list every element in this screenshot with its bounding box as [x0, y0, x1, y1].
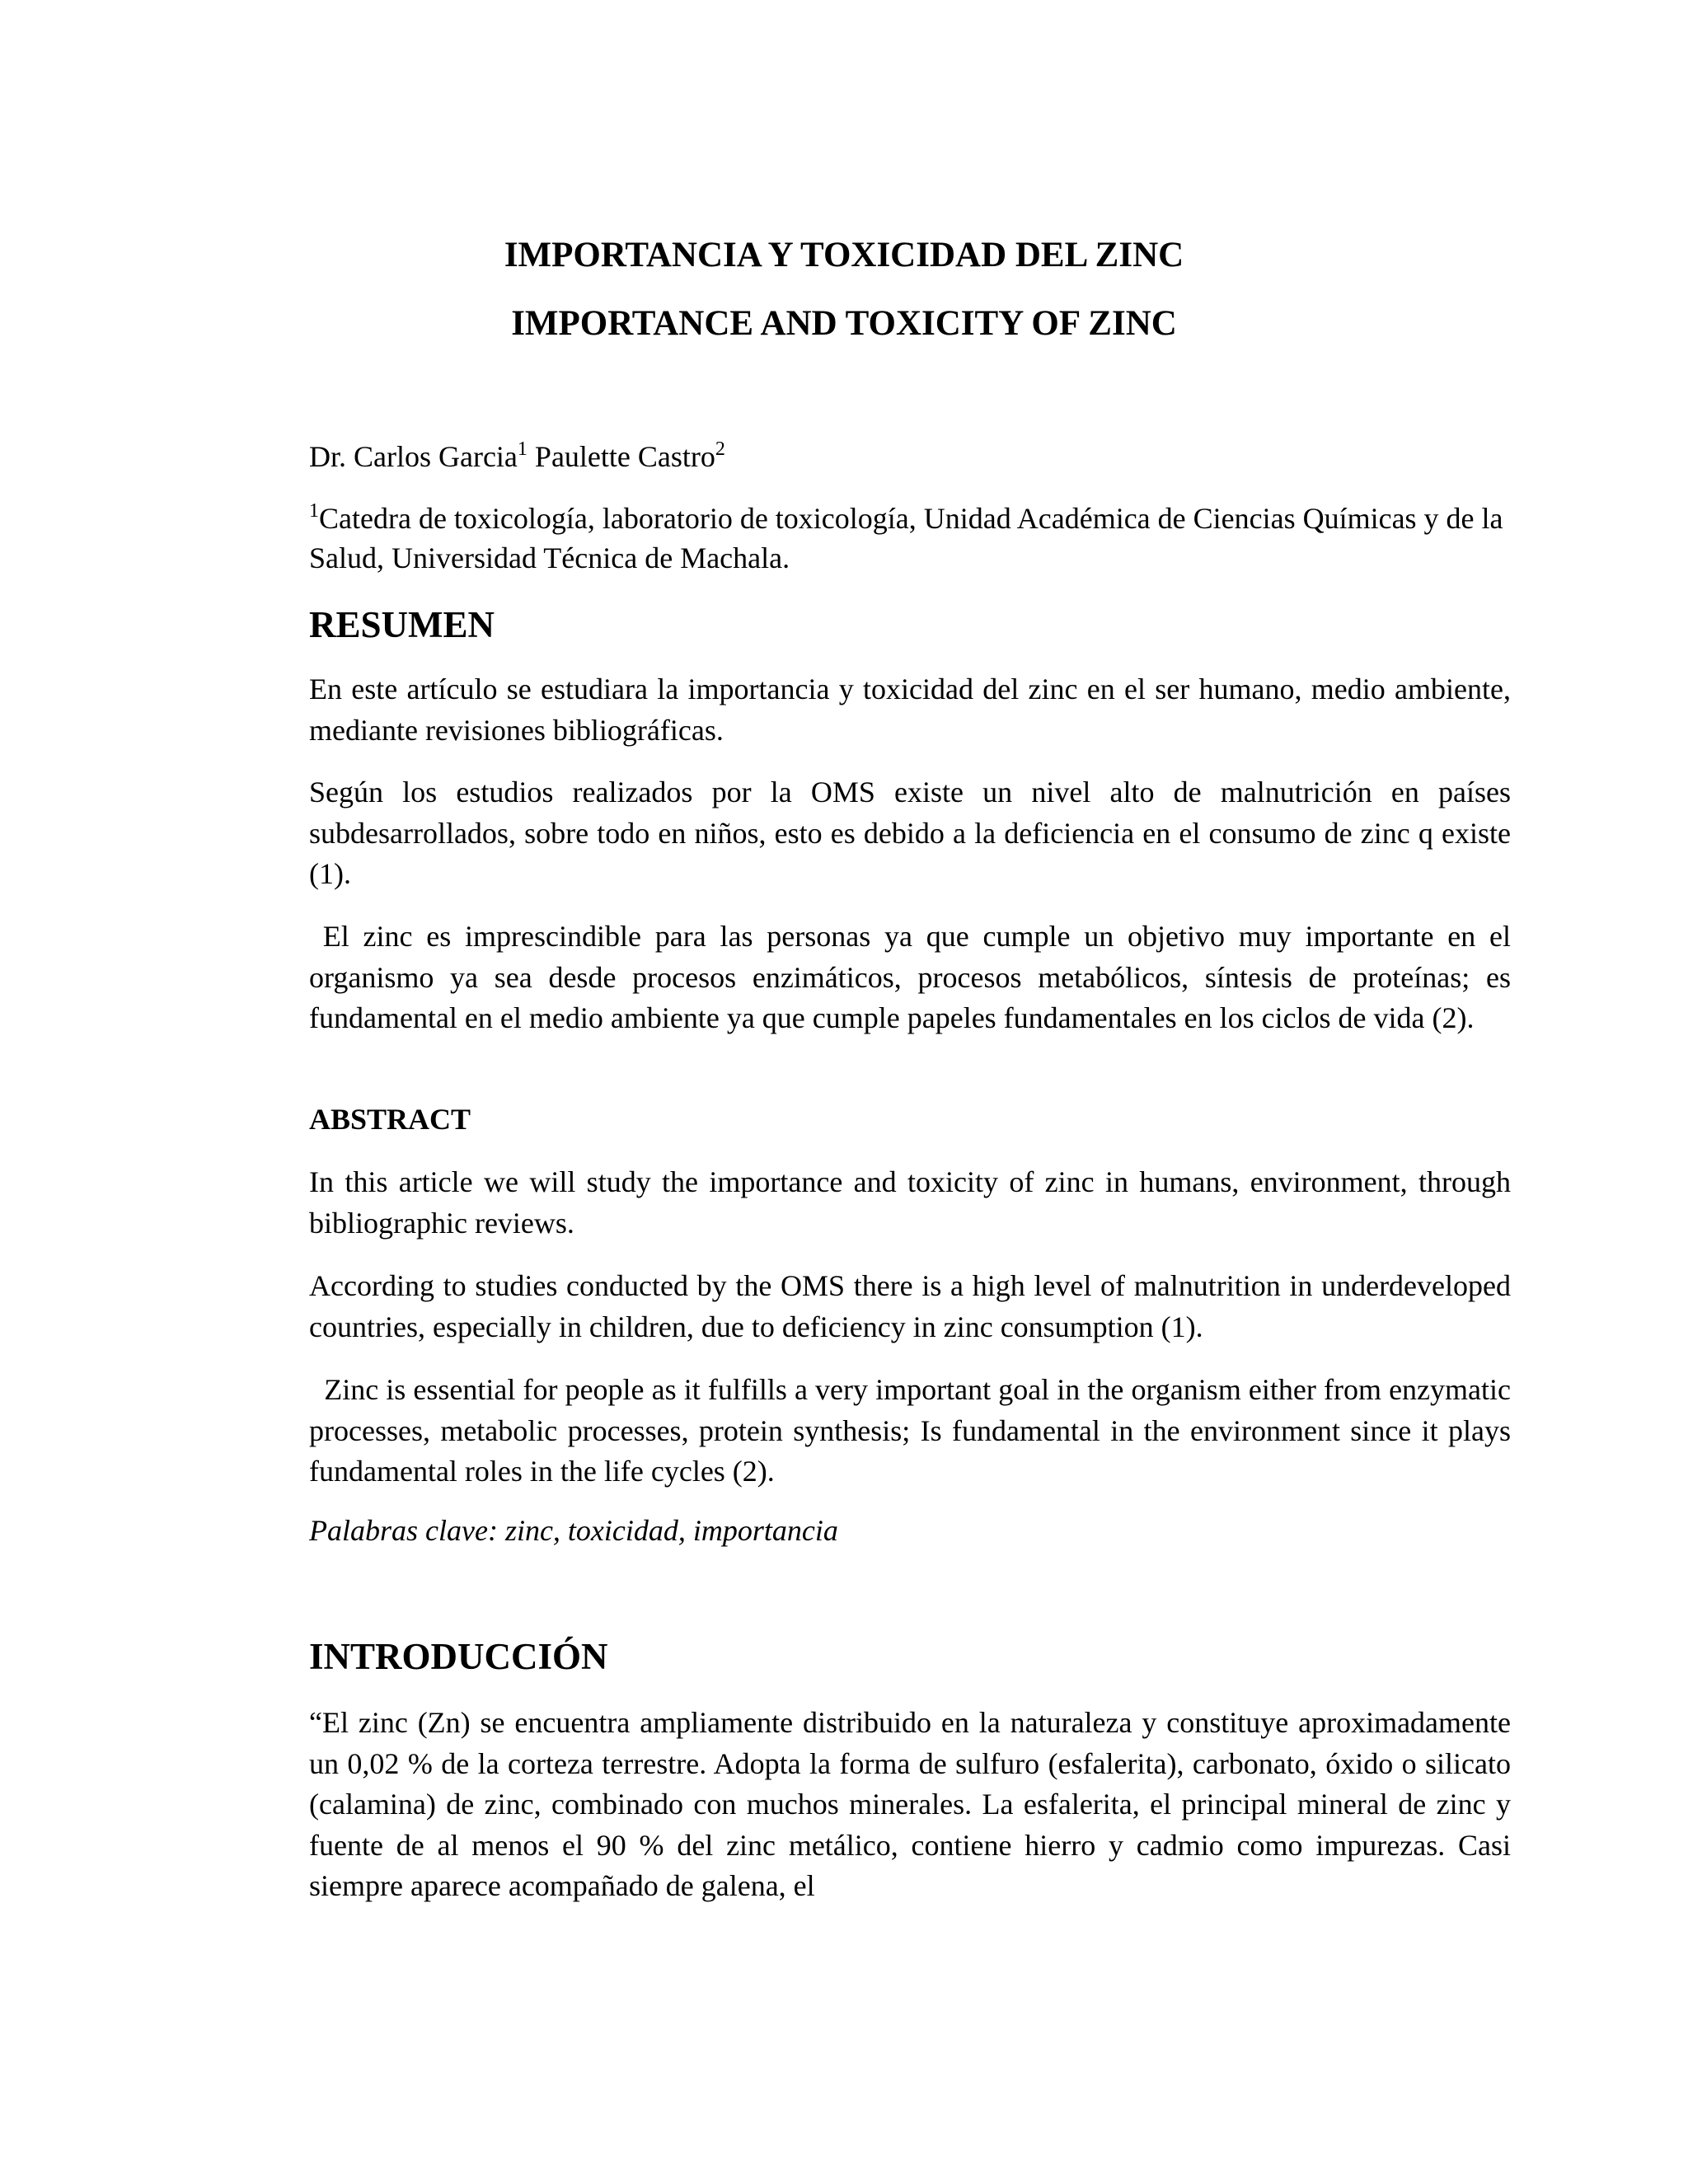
abstract-paragraph-1: In this article we will study the importance and toxicity of zinc in humans, environment, through bibliographic reviews.: [309, 1165, 1511, 1240]
resumen-paragraph-2: Según los estudios realizados por la OMS existe un nivel alto de malnutrición en países subdesarrollados, sobre todo en niños, esto es debido a la deficiencia en el consumo de zinc q existe (1).: [309, 776, 1511, 890]
abstract-paragraph-2: According to studies conducted by the OMS there is a high level of malnutrition in underdeveloped countries, especially in children, due to deficiency in zinc consumption (1).: [309, 1269, 1511, 1343]
title-spanish: IMPORTANCIA Y TOXICIDAD DEL ZINC: [504, 236, 1184, 274]
abstract-paragraph-3: Zinc is essential for people as it fulfills a very important goal in the organism either from enzymatic processes, metabolic processes, protein synthesis; Is fundamental in the environment since it plays fundamental roles in the life cycles (2).: [309, 1373, 1518, 1488]
introduccion-heading: INTRODUCCIÓN: [309, 1636, 608, 1677]
abstract-heading: ABSTRACT: [309, 1103, 471, 1136]
resumen-paragraph-3: El zinc es imprescindible para las personas ya que cumple un objetivo muy importante en el organismo ya sea desde procesos enzimáticos, procesos metabólicos, síntesis de proteínas; es fundamental en el medio ambiente ya que cumple papeles fundamentales en los ciclos de vida (2).: [309, 920, 1518, 1034]
introduccion-paragraph-1: “El zinc (Zn) se encuentra ampliamente distribuido en la naturaleza y constituye aproximadamente un 0,02 % de la corteza terrestre. Adopta la forma de sulfuro (esfalerita), carbonato, óxido o silicato (calamina) de zinc, combinado con muchos minerales. La esfalerita, el principal mineral de zinc y fuente de al menos el 90 % del zinc metálico, contiene hierro y cadmio como impurezas. Casi siempre aparece acompañado de galena, el: [309, 1706, 1511, 1902]
resumen-paragraph-1: En este artículo se estudiara la importancia y toxicidad del zinc en el ser humano, medio ambiente, mediante revisiones bibliográficas.: [309, 673, 1511, 747]
title-english: IMPORTANCE AND TOXICITY OF ZINC: [511, 304, 1177, 343]
keywords: Palabras clave: zinc, toxicidad, importancia: [309, 1514, 838, 1547]
author-1: Dr. Carlos Garcia: [309, 440, 518, 473]
affiliation: [309, 499, 1511, 578]
author-2-superscript: 2: [715, 438, 725, 460]
affiliation-superscript: 1: [309, 500, 319, 522]
author-line: [309, 437, 725, 476]
author-1-superscript: 1: [517, 438, 528, 460]
author-2: Paulette Castro: [534, 440, 715, 473]
affiliation-text: Catedra de toxicología, laboratorio de toxicología, Unidad Académica de Ciencias Químicas y de la Salud, Universidad Técnica de Machala.: [309, 502, 1503, 574]
resumen-heading: RESUMEN: [309, 604, 495, 645]
